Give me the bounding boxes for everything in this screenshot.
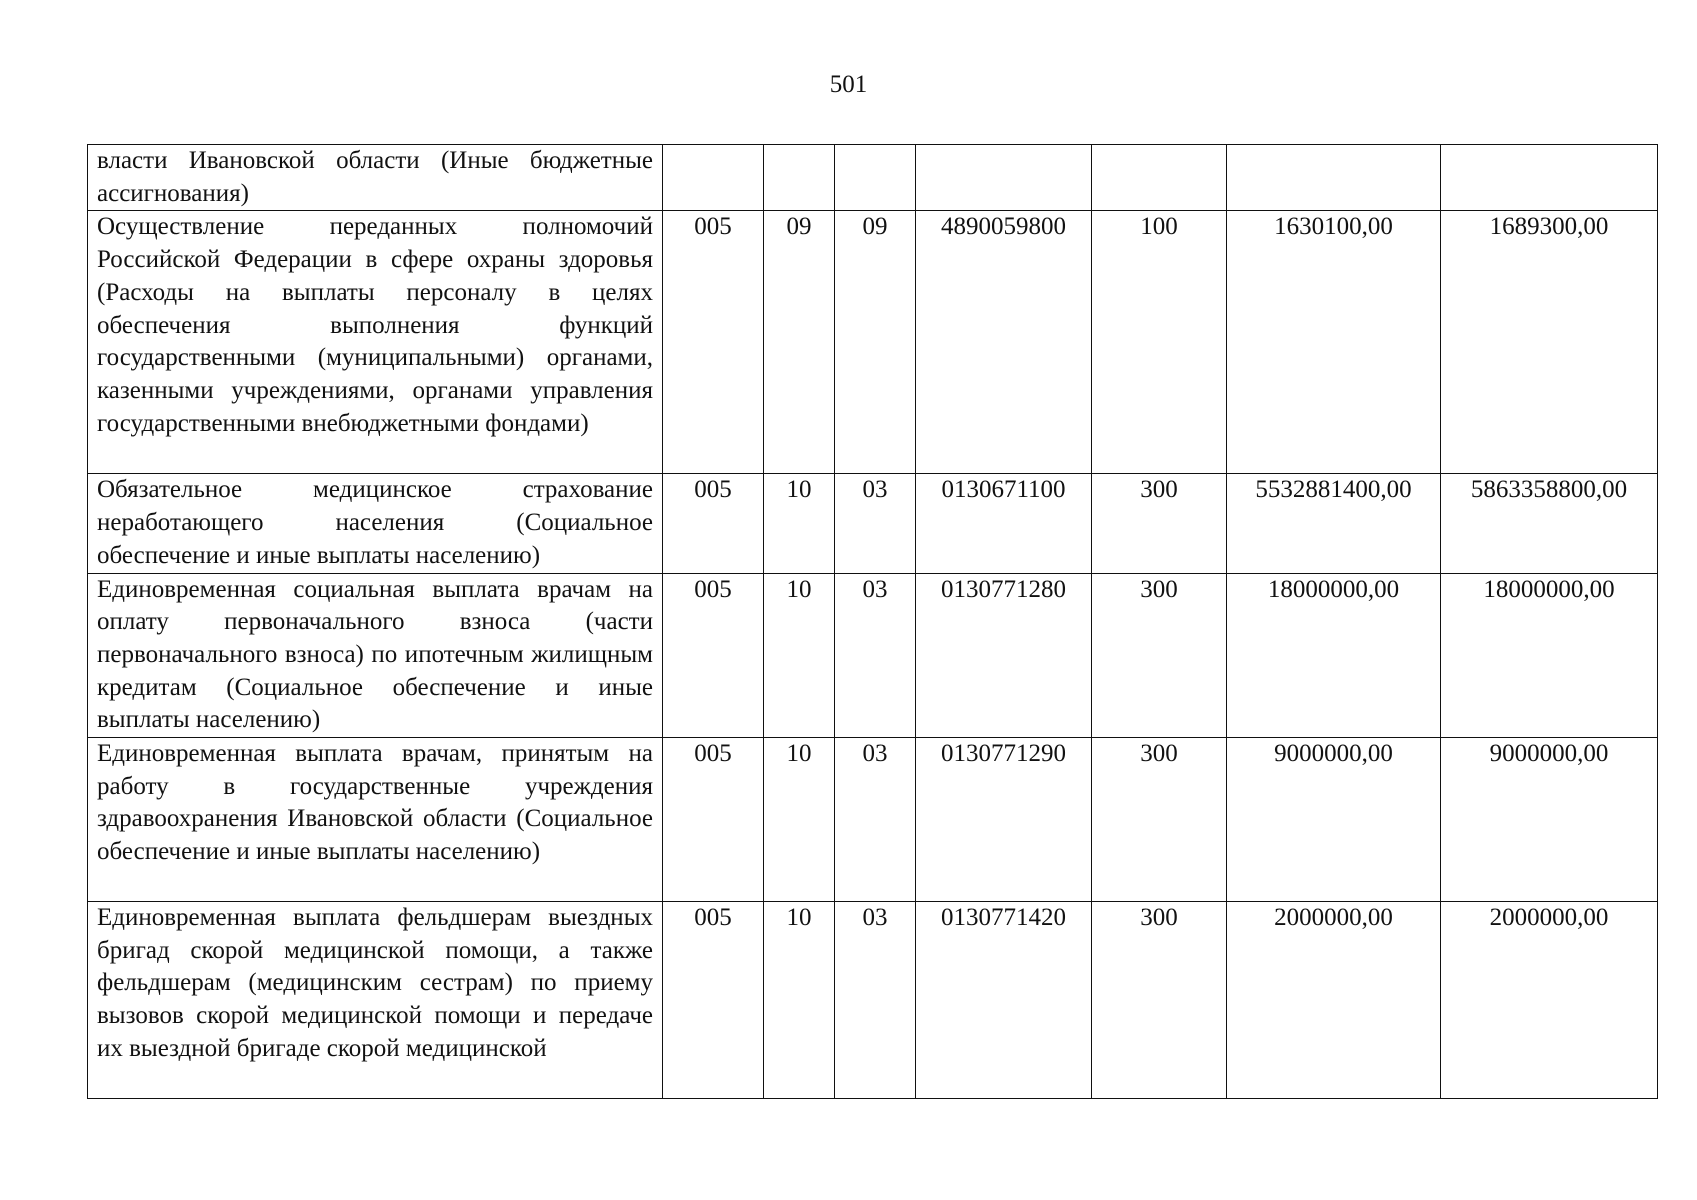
target-article-code: 0130771420	[916, 902, 1092, 1099]
target-article-code: 0130771280	[916, 573, 1092, 738]
row-description: Единовременная социальная выплата врачам на оплату первоначального взноса (части первоначального взноса) по ипотечным жилищным кредитам (Социальное обеспечение и иные выплаты населению)	[88, 573, 663, 738]
row-description: Обязательное медицинское страхование неработающего населения (Социальное обеспечение и иные выплаты населению)	[88, 474, 663, 573]
subsection-code: 03	[835, 738, 916, 902]
table-row	[88, 902, 1658, 1099]
subsection-code	[835, 145, 916, 211]
row-description: Осуществление переданных полномочий Российской Федерации в сфере охраны здоровья (Расходы на выплаты персоналу в целях обеспечения выполнения функций государственными (муниципальными) органами, казенными учреждениями, органами управления государственными внебюджетными фондами)	[88, 211, 663, 474]
amount-year-1: 2000000,00	[1227, 902, 1441, 1099]
budget-table	[87, 144, 1658, 1099]
subsection-code: 03	[835, 573, 916, 738]
target-article-code: 0130771290	[916, 738, 1092, 902]
row-description: власти Ивановской области (Иные бюджетные ассигнования)	[88, 145, 663, 211]
table-row	[88, 738, 1658, 902]
amount-year-2: 1689300,00	[1441, 211, 1658, 474]
section-code: 10	[764, 902, 835, 1099]
expense-type-code	[1092, 145, 1227, 211]
section-code: 10	[764, 738, 835, 902]
ministry-code: 005	[663, 474, 764, 573]
expense-type-code: 300	[1092, 902, 1227, 1099]
section-code	[764, 145, 835, 211]
amount-year-2: 18000000,00	[1441, 573, 1658, 738]
amount-year-1: 1630100,00	[1227, 211, 1441, 474]
expense-type-code: 300	[1092, 474, 1227, 573]
section-code: 09	[764, 211, 835, 474]
table-row	[88, 474, 1658, 573]
target-article-code: 0130671100	[916, 474, 1092, 573]
amount-year-2: 5863358800,00	[1441, 474, 1658, 573]
page-number: 501	[829, 71, 868, 98]
amount-year-1: 18000000,00	[1227, 573, 1441, 738]
ministry-code	[663, 145, 764, 211]
target-article-code: 4890059800	[916, 211, 1092, 474]
amount-year-1: 5532881400,00	[1227, 474, 1441, 573]
section-code: 10	[764, 573, 835, 738]
expense-type-code: 100	[1092, 211, 1227, 474]
amount-year-2	[1441, 145, 1658, 211]
expense-type-code: 300	[1092, 573, 1227, 738]
target-article-code	[916, 145, 1092, 211]
table-row	[88, 145, 1658, 211]
row-description: Единовременная выплата фельдшерам выездных бригад скорой медицинской помощи, а также фельдшерам (медицинским сестрам) по приему вызовов скорой медицинской помощи и передаче их выездной бригаде скорой медицинской	[88, 902, 663, 1099]
amount-year-2: 9000000,00	[1441, 738, 1658, 902]
table-row	[88, 211, 1658, 474]
amount-year-1: 9000000,00	[1227, 738, 1441, 902]
ministry-code: 005	[663, 573, 764, 738]
expense-type-code: 300	[1092, 738, 1227, 902]
row-description: Единовременная выплата врачам, принятым на работу в государственные учреждения здравоохранения Ивановской области (Социальное обеспечение и иные выплаты населению)	[88, 738, 663, 902]
amount-year-2: 2000000,00	[1441, 902, 1658, 1099]
ministry-code: 005	[663, 902, 764, 1099]
subsection-code: 03	[835, 902, 916, 1099]
ministry-code: 005	[663, 738, 764, 902]
table-row	[88, 573, 1658, 738]
subsection-code: 09	[835, 211, 916, 474]
amount-year-1	[1227, 145, 1441, 211]
section-code: 10	[764, 474, 835, 573]
subsection-code: 03	[835, 474, 916, 573]
ministry-code: 005	[663, 211, 764, 474]
